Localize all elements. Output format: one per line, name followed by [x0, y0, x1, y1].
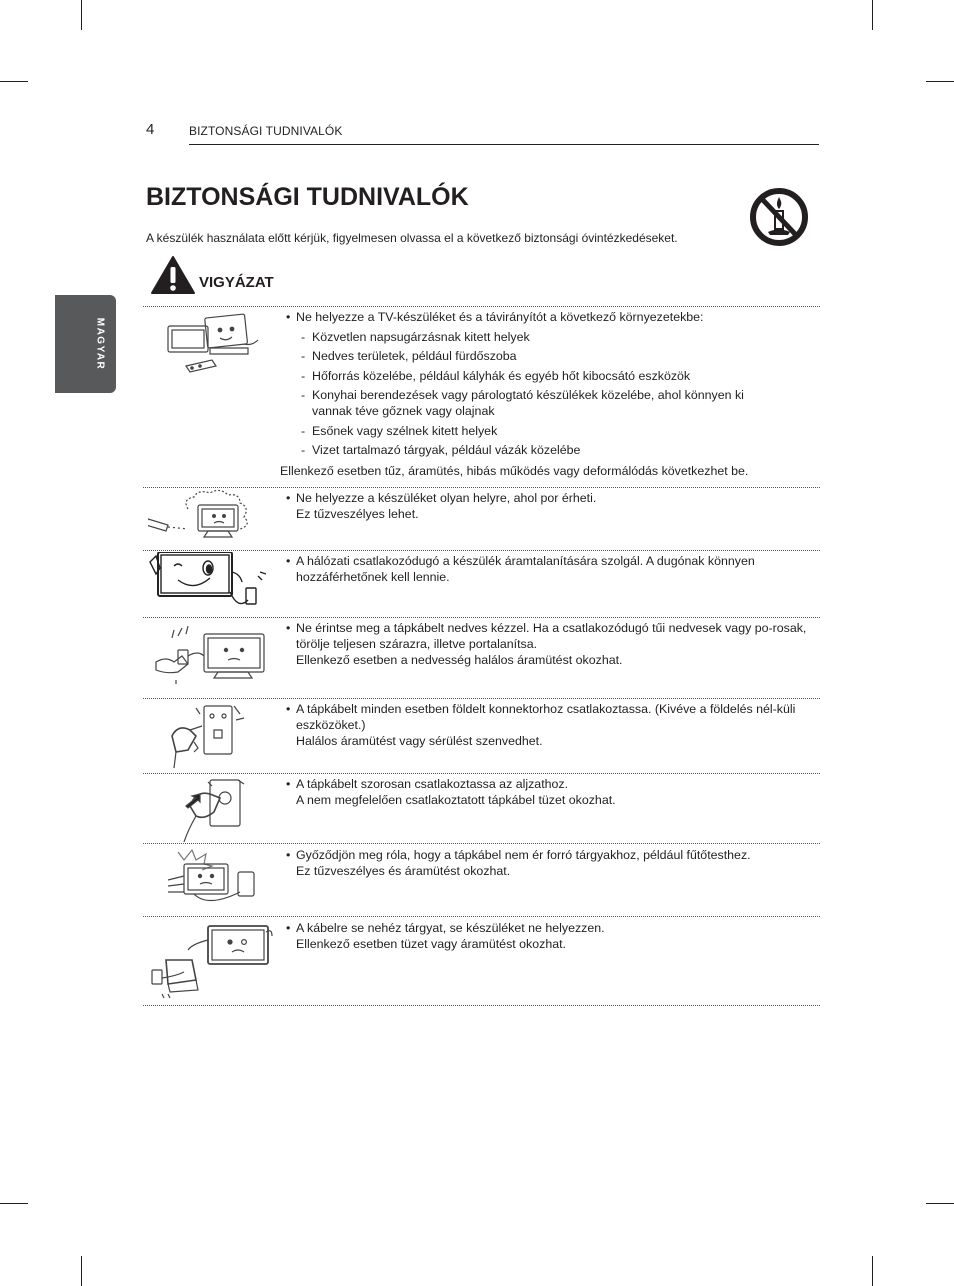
crop-mark — [81, 1256, 82, 1286]
row-divider — [143, 843, 820, 844]
no-open-flame-icon — [749, 187, 809, 247]
crop-mark — [872, 0, 873, 30]
row-divider — [143, 773, 820, 774]
sub-item-text: Hőforrás közelébe, például kályhák és egyéb hőt kibocsátó eszközök — [312, 368, 691, 383]
item-bullet: • A tápkábelt szorosan csatlakoztassa az aljzathoz. — [286, 776, 814, 792]
crop-mark — [81, 0, 82, 30]
tv-remote-environment-illustration — [148, 310, 273, 385]
item-continuation: Ez tűzveszélyes és áramütést okozhat. — [296, 864, 511, 878]
crop-mark — [872, 1256, 873, 1286]
caution-heading: VIGYÁZAT — [199, 274, 274, 291]
row-divider — [143, 487, 820, 488]
page-number: 4 — [146, 121, 155, 138]
row-divider — [143, 1005, 820, 1006]
safety-item — [286, 701, 814, 749]
item-continuation: Halálos áramütést vagy sérülést szenvedhet. — [296, 734, 543, 748]
item-bullet: • Győződjön meg róla, hogy a tápkábel nem ér forró tárgyakhoz, például fűtőtesthez. — [286, 847, 814, 863]
heavy-object-cable-illustration — [148, 920, 273, 1000]
sub-item: - Közvetlen napsugárzásnak kitett helyek — [301, 329, 530, 344]
sub-item: - Vizet tartalmazó tárgyak, például vázák közelébe — [301, 443, 581, 457]
sub-item: - Nedves területek, például fürdőszoba — [301, 349, 517, 363]
running-header: BIZTONSÁGI TUDNIVALÓK — [189, 124, 343, 138]
crop-mark — [0, 1203, 28, 1204]
item-continuation: Ez tűzveszélyes lehet. — [296, 507, 419, 521]
safety-item — [286, 620, 814, 668]
heater-cable-illustration — [148, 846, 273, 914]
sub-item: - Konyhai berendezések vagy párologtató készülékek közelébe, ahol könnyen ki vannak téve gőznek vagy olajnak — [301, 388, 744, 418]
item-continuation: A nem megfelelően csatlakoztatott tápkábel tüzet okozhat. — [296, 793, 616, 807]
dust-tv-illustration — [148, 489, 273, 549]
sub-item-text: Nedves területek, például fürdőszoba — [312, 349, 517, 363]
safety-item — [280, 309, 814, 479]
safety-item — [286, 553, 814, 585]
grounded-outlet-illustration — [148, 700, 273, 770]
item-bullet: • A hálózati csatlakozódugó a készülék áramtalanítására szolgál. A dugónak könnyen hozzáférhetőnek kell lennie. — [286, 553, 814, 585]
row-divider — [143, 550, 820, 551]
wet-hand-plug-illustration — [148, 620, 273, 690]
warning-triangle-icon — [150, 255, 196, 295]
row-divider — [143, 617, 820, 618]
safety-item — [286, 847, 814, 879]
crop-mark — [926, 81, 954, 82]
row-divider — [143, 698, 820, 699]
item-note: Ellenkező esetben tűz, áramütés, hibás működés vagy deformálódás következhet be. — [280, 464, 749, 478]
page-title: BIZTONSÁGI TUDNIVALÓK — [146, 183, 469, 211]
header-rule — [189, 144, 819, 145]
item-continuation: Ellenkező esetben tüzet vagy áramütést okozhat. — [296, 937, 566, 951]
safety-item — [286, 920, 814, 952]
item-bullet: • Ne érintse meg a tápkábelt nedves kézzel. Ha a csatlakozódugó tűi nedvesek vagy po-rosak, törölje teljesen szárazra, illetve portalanítsa. — [286, 620, 814, 652]
language-tab-label: MAGYAR — [94, 317, 106, 371]
sub-item: - Esőnek vagy szélnek kitett helyek — [301, 423, 498, 438]
plug-insert-firmly-illustration — [148, 776, 273, 842]
item-bullet: • Ne helyezze a készüléket olyan helyre, ahol por érheti. — [286, 490, 814, 506]
sub-item-text: Esőnek vagy szélnek kitett helyek — [312, 423, 498, 438]
row-divider — [143, 916, 820, 917]
language-tab — [55, 295, 116, 393]
intro-text: A készülék használata előtt kérjük, figyelmesen olvassa el a következő biztonsági óvintézkedéseket. — [146, 231, 678, 245]
sub-item-text: Közvetlen napsugárzásnak kitett helyek — [312, 329, 530, 344]
safety-item — [286, 490, 814, 522]
safety-item — [286, 776, 814, 808]
crop-mark — [0, 81, 28, 82]
item-continuation: Ellenkező esetben a nedvesség halálos áramütést okozhat. — [296, 653, 623, 667]
sub-item: - Hőforrás közelébe, például kályhák és egyéb hőt kibocsátó eszközök — [301, 368, 691, 383]
item-bullet: • Ne helyezze a TV-készüléket és a távirányítót a következő környezetekbe: — [286, 309, 814, 325]
crop-mark — [926, 1203, 954, 1204]
sub-item-text: Vizet tartalmazó tárgyak, például vázák közelébe — [312, 443, 581, 457]
item-bullet: • A tápkábelt minden esetben földelt konnektorhoz csatlakoztassa. (Kivéve a földelés nél-küli eszközöket.) — [286, 701, 814, 733]
row-divider — [143, 306, 820, 307]
power-plug-access-illustration — [148, 552, 273, 616]
item-bullet: • A kábelre se nehéz tárgyat, se készüléket ne helyezzen. — [286, 920, 814, 936]
sub-item-text: Konyhai berendezések vagy párologtató készülékek közelébe, ahol könnyen ki vannak téve gőznek vagy olajnak — [312, 388, 744, 418]
